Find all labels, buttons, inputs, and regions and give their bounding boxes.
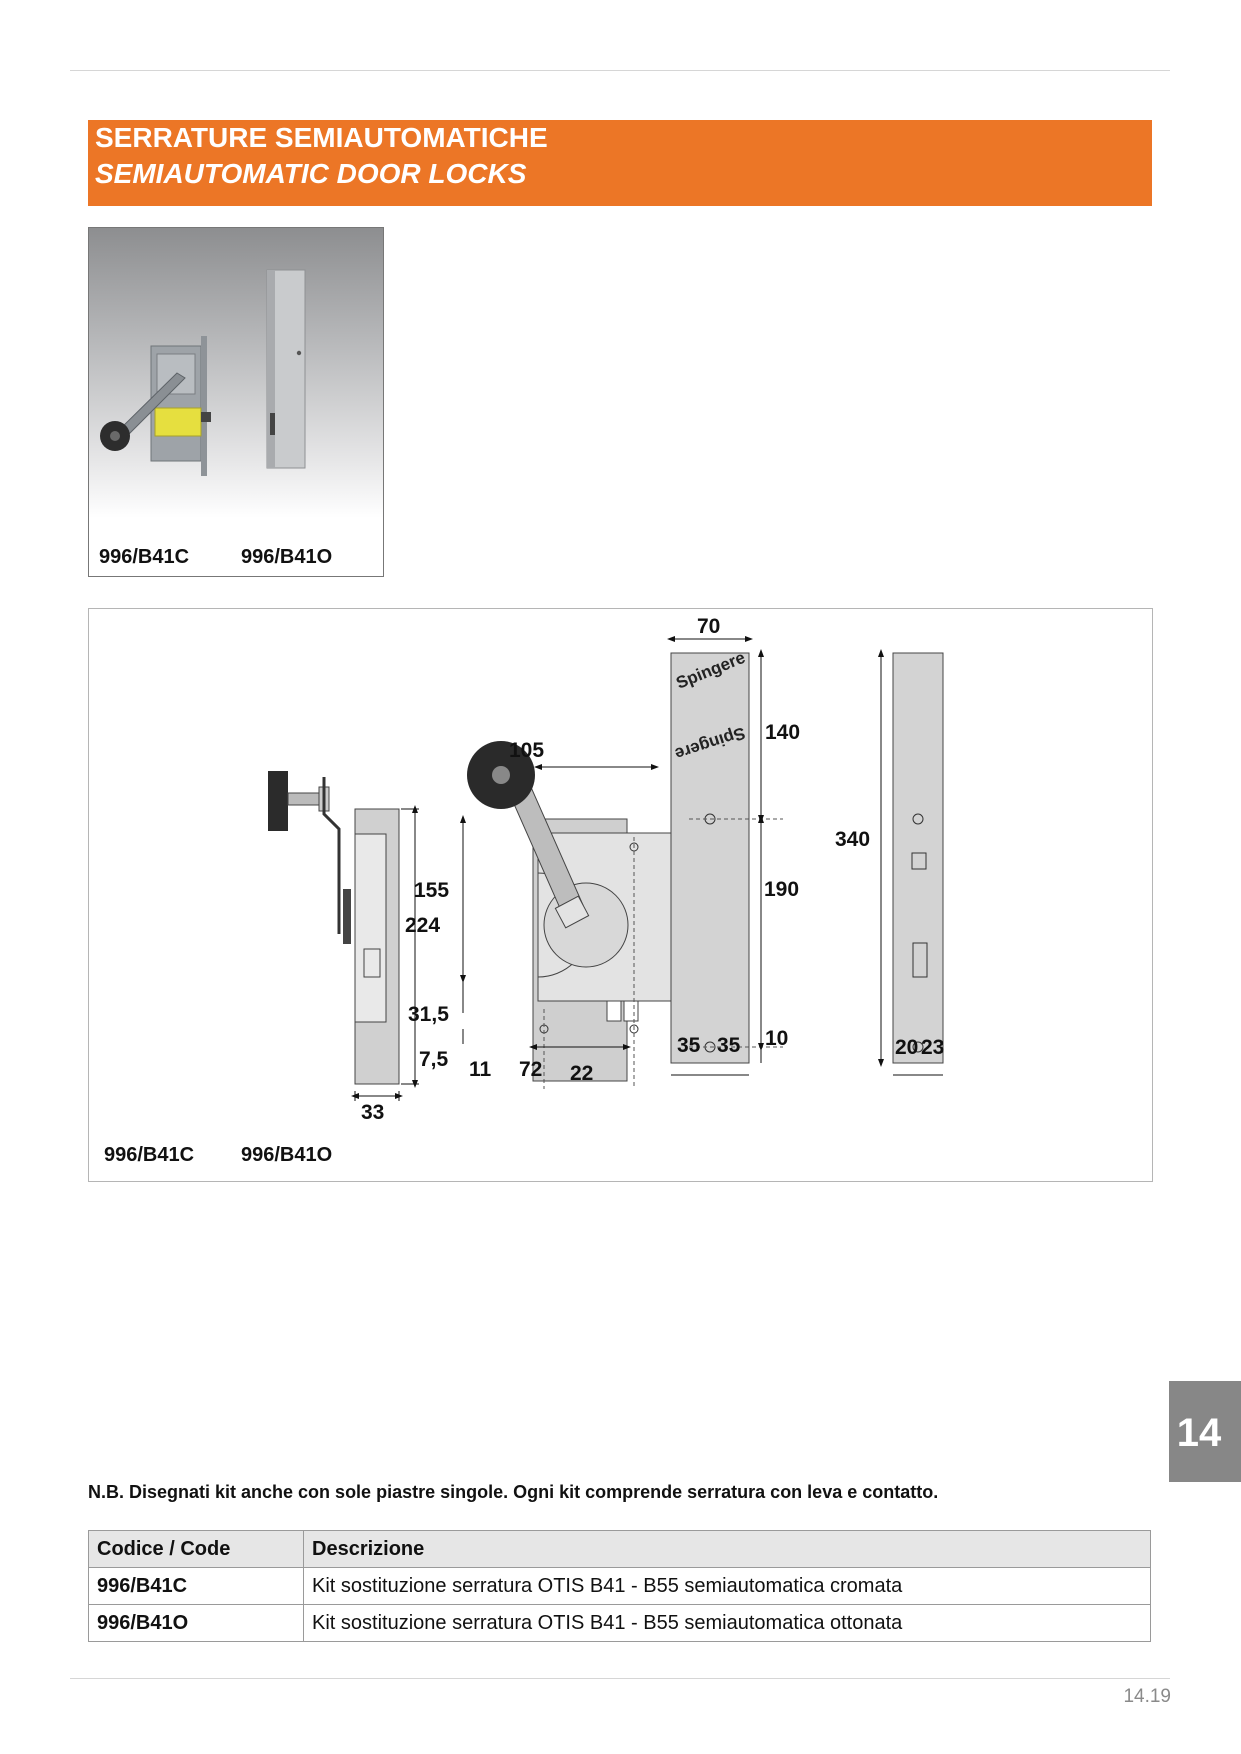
side-view [268, 771, 440, 1124]
dim-190: 190 [764, 878, 800, 901]
photo-label-brass: 996/B41O [241, 546, 333, 568]
side-view-lock-body [355, 834, 386, 1022]
dim-23: 23 [921, 1036, 945, 1059]
dim-224: 224 [405, 914, 441, 937]
table-cell-code: 996/B41O [89, 1605, 304, 1642]
side-plate [893, 653, 943, 1063]
dim-35-right: 35 [717, 1034, 741, 1057]
table-cell-code: 996/B41C [89, 1568, 304, 1605]
photo-latch [201, 412, 211, 422]
photo-plate-screw [297, 351, 301, 355]
drawing-label-brass: 996/B41O [241, 1144, 333, 1166]
side-view-knob [268, 771, 288, 831]
front-view-roller-hub [492, 766, 510, 784]
drawing-label-chrome: 996/B41C [104, 1144, 195, 1166]
dim-70: 70 [697, 615, 721, 638]
dim-20: 20 [895, 1036, 919, 1059]
dim-340: 340 [835, 828, 871, 851]
bottom-rule [70, 1678, 1170, 1679]
table-header-code: Codice / Code [89, 1531, 304, 1568]
table-row [89, 1568, 1151, 1605]
front-view [408, 739, 672, 1089]
table-cell-description: Kit sostituzione serratura OTIS B41 - B55 semiautomatica cromata [304, 1568, 1151, 1605]
chapter-number: 14 [1176, 1411, 1222, 1455]
dim-33: 33 [361, 1101, 385, 1124]
side-view-shaft [288, 793, 320, 805]
note-text: N.B. Disegnati kit anche con sole piastre singole. Ogni kit comprende serratura con leva e contatto. [88, 1482, 939, 1502]
top-rule [70, 70, 1170, 71]
header-title-italian: SERRATURE SEMIAUTOMATICHE [95, 122, 548, 153]
table-header-description: Descrizione [304, 1531, 1151, 1568]
table-cell-description: Kit sostituzione serratura OTIS B41 - B55 semiautomatica ottonata [304, 1605, 1151, 1642]
dim-31-5: 31,5 [408, 1003, 449, 1026]
dim-11: 11 [469, 1058, 492, 1081]
front-view-contact-right [624, 1001, 638, 1021]
side-view-bracket [343, 889, 351, 944]
dim-7-5: 7,5 [419, 1048, 449, 1071]
photo-yellow-contact [155, 408, 201, 436]
door-plate-view [671, 615, 800, 1075]
table-row [89, 1605, 1151, 1642]
technical-drawing-box [88, 608, 1153, 1182]
dim-105: 105 [509, 739, 545, 762]
header-title-english: SEMIAUTOMATIC DOOR LOCKS [95, 158, 527, 189]
photo-label-chrome: 996/B41C [99, 546, 190, 568]
page-number: 14.19 [1123, 1686, 1171, 1707]
side-plate-view [835, 653, 944, 1075]
plate-text-spingere-bottom: Spingere [672, 723, 748, 764]
photo-roller-hub [110, 431, 120, 441]
photo-lock-faceplate [201, 336, 207, 476]
plate-text-spingere-top: Spingere [673, 647, 748, 693]
product-photo-box [88, 227, 384, 577]
product-table [88, 1530, 1151, 1642]
product-photo-illustration [89, 228, 383, 518]
technical-drawing [89, 609, 1152, 1181]
dim-10: 10 [765, 1027, 789, 1050]
front-view-contact-left [607, 1001, 621, 1021]
section-header [88, 120, 1152, 206]
dim-22: 22 [570, 1062, 594, 1085]
dim-140: 140 [765, 721, 801, 744]
chapter-tab [1169, 1381, 1241, 1482]
product-photo [89, 228, 383, 518]
dim-35-left: 35 [677, 1034, 701, 1057]
door-plate [671, 653, 749, 1063]
dim-155: 155 [414, 879, 450, 902]
dim-72: 72 [519, 1058, 543, 1081]
table-header-row [89, 1531, 1151, 1568]
photo-plate-edge [267, 270, 275, 468]
photo-plate-slot [270, 413, 275, 435]
